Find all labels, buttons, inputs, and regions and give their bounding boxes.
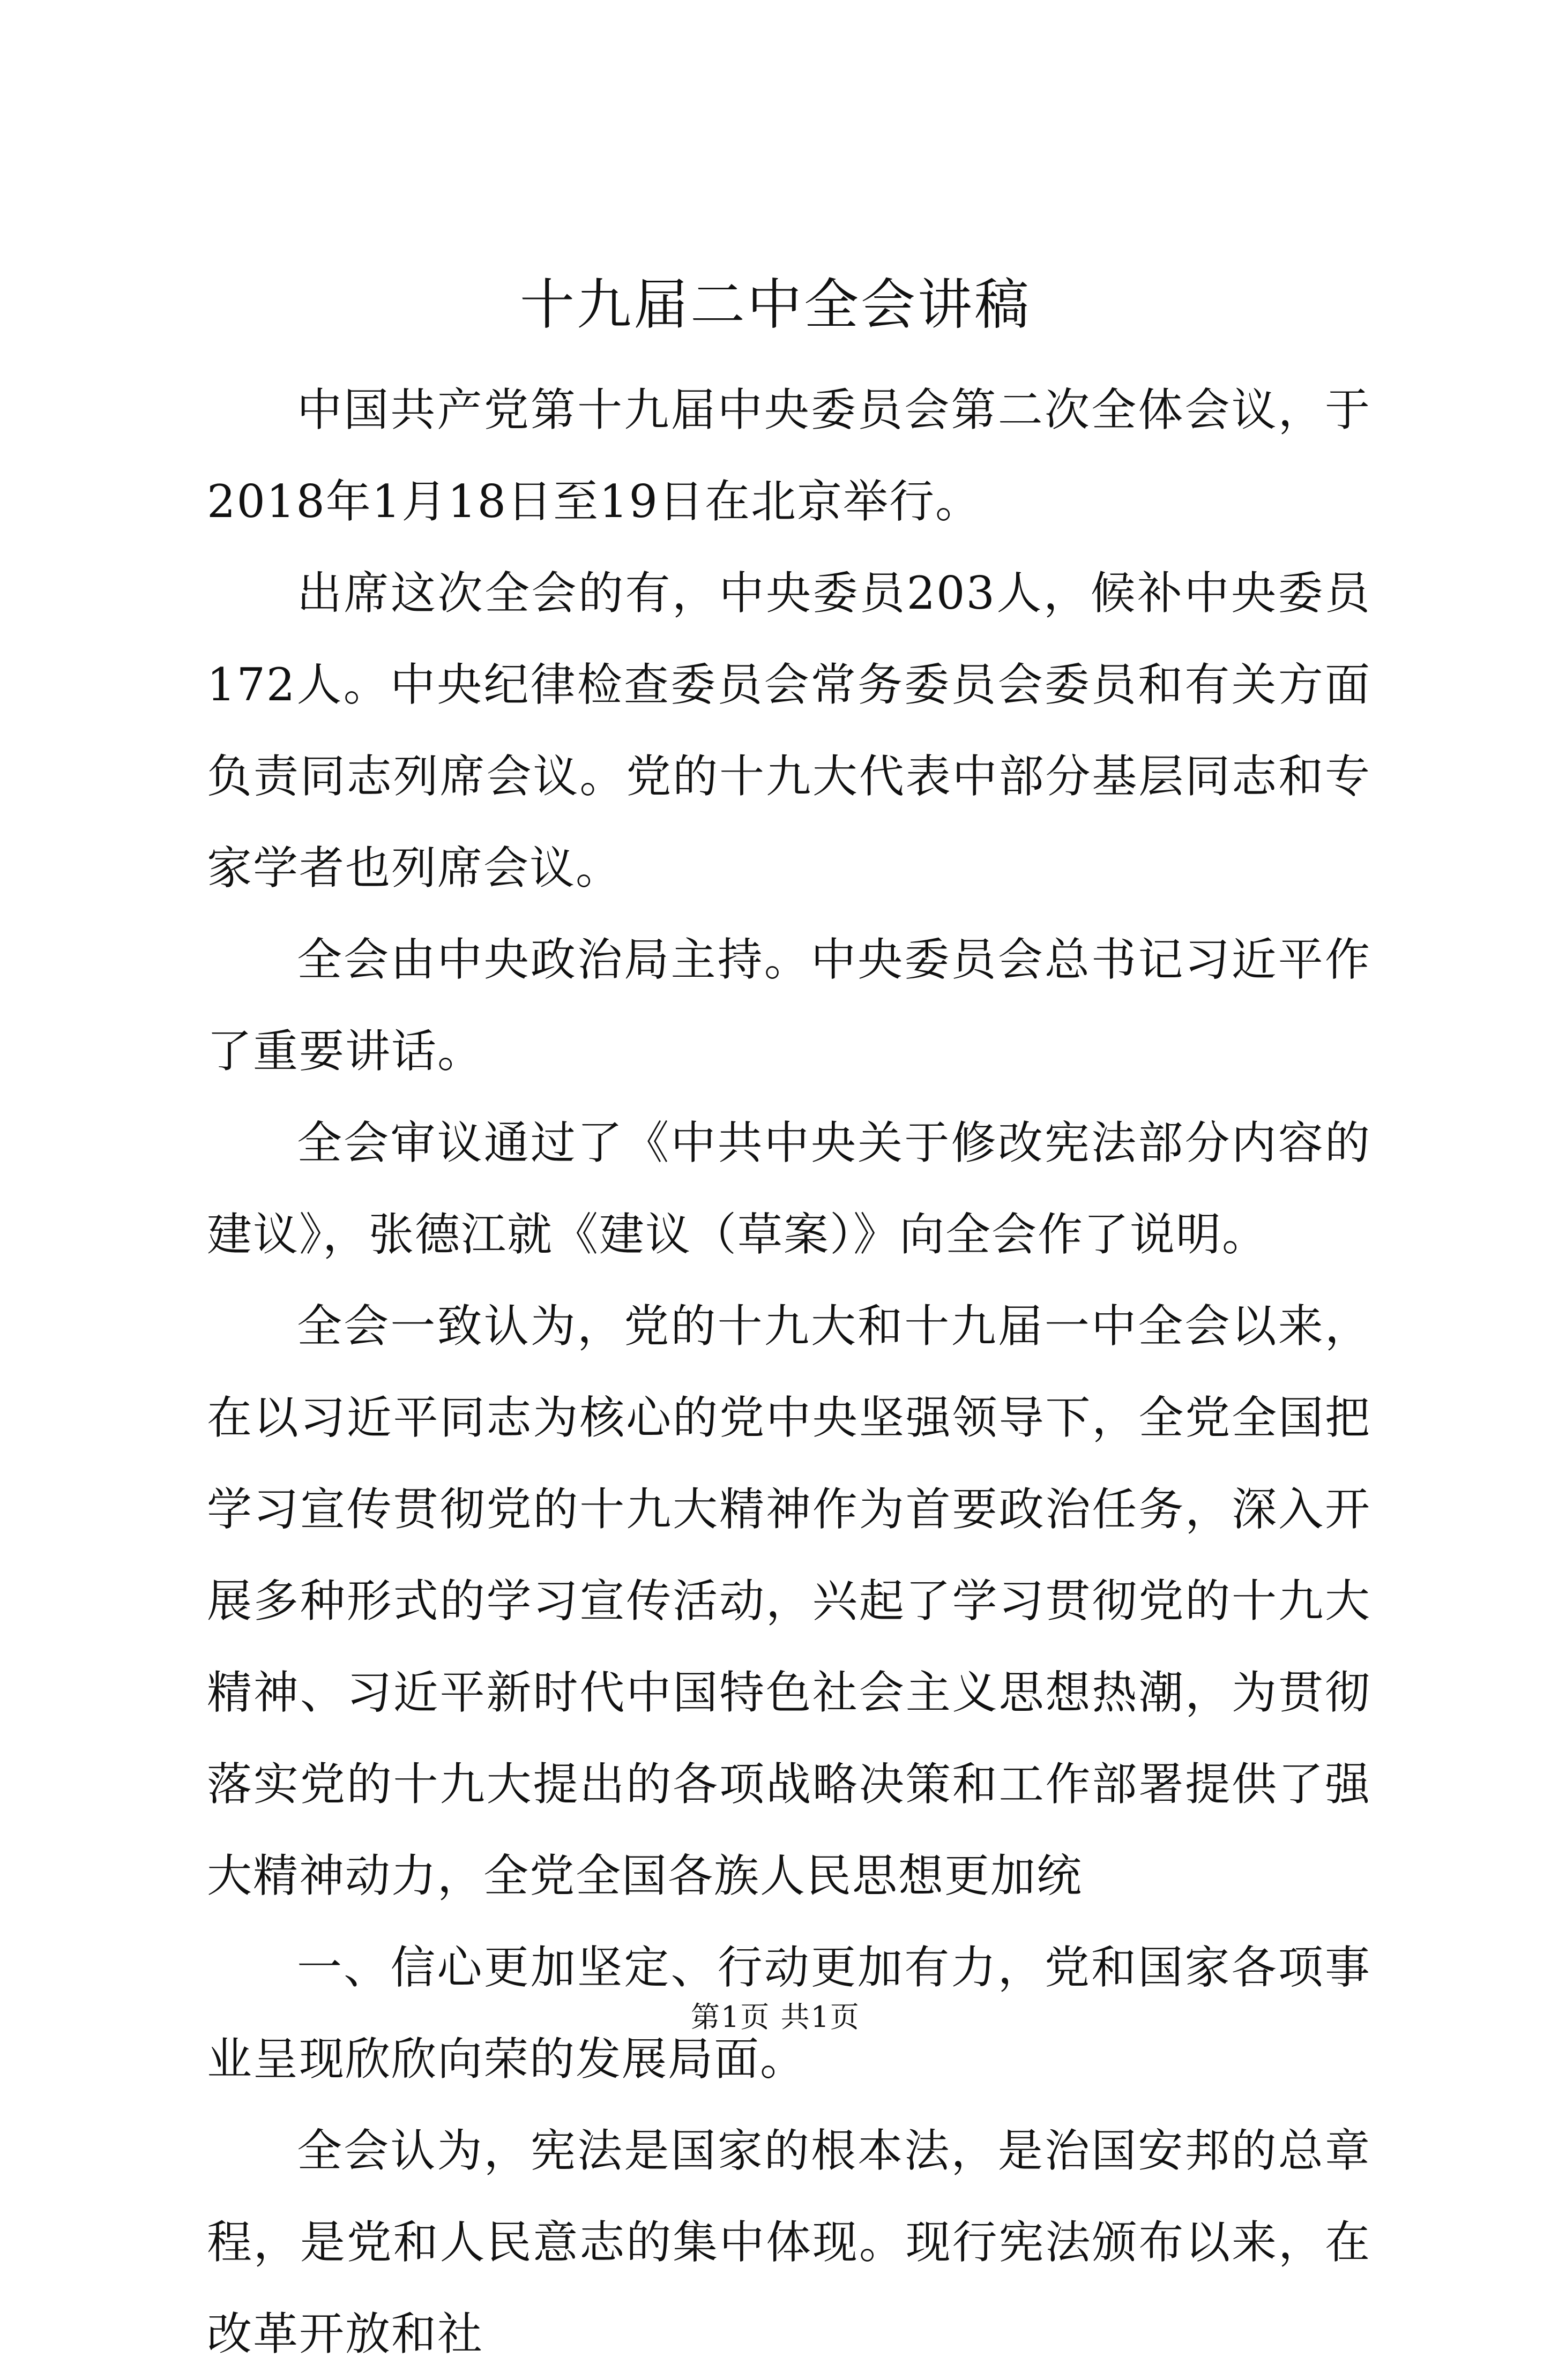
document-title: 十九届二中全会讲稿 xyxy=(520,273,1031,337)
paragraph: 全会认为，宪法是国家的根本法，是治国安邦的总章程，是党和人民意志的集中体现。现行宪法颁布以来，在改革开放和社 xyxy=(207,2124,1371,2360)
paragraph: 全会一致认为，党的十九大和十九届一中全会以来，在以习近平同志为核心的党中央坚强领导下，全党全国把学习宣传贯彻党的十九大精神作为首要政治任务，深入开展多种形式的学习宣传活动，兴起了学习贯彻党的十九大精神、习近平新时代中国特色社会主义思想热潮，为贯彻落实党的十九大提出的各项战略决策和工作部署提供了强大精神动力，全党全国各族人民思想更加统 xyxy=(207,1300,1371,1902)
page-number-footer: 第1页 共1页 xyxy=(691,2000,860,2034)
paragraph: 出席这次全会的有，中央委员203人，候补中央委员172人。中央纪律检查委员会常务委员会委员和有关方面负责同志列席会议。党的十九大代表中部分基层同志和专家学者也列席会议。 xyxy=(207,567,1371,894)
paragraph: 一、信心更加坚定、行动更加有力，党和国家各项事业呈现欣欣向荣的发展局面。 xyxy=(207,1941,1371,2085)
document-body xyxy=(207,364,1371,2380)
paragraph: 中国共产党第十九届中央委员会第二次全体会议，于2018年1月18日至19日在北京举行。 xyxy=(207,384,1371,528)
paragraph: 全会由中央政治局主持。中央委员会总书记习近平作了重要讲话。 xyxy=(207,933,1371,1077)
paragraph: 全会审议通过了《中共中央关于修改宪法部分内容的建议》，张德江就《建议（草案）》向全会作了说明。 xyxy=(207,1117,1371,1261)
